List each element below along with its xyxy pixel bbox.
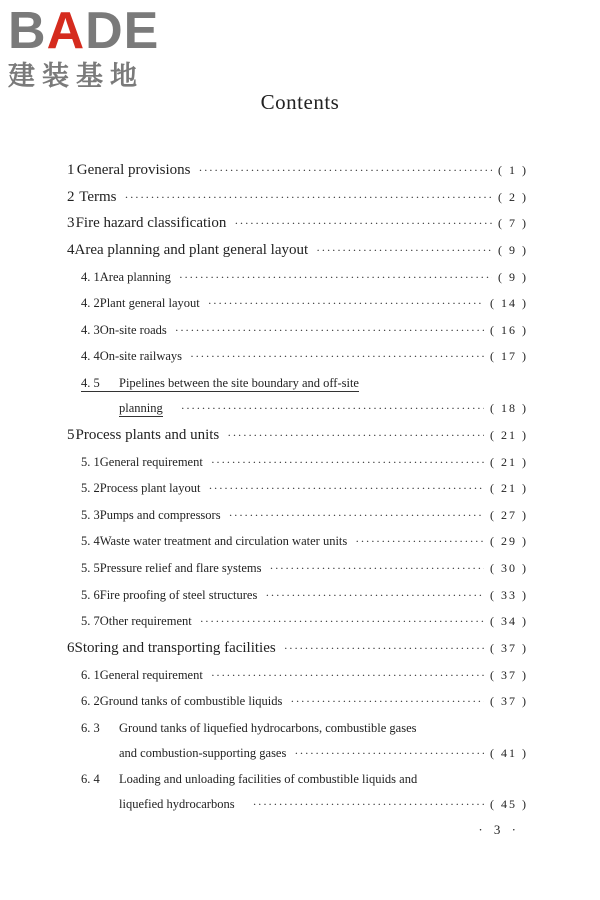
toc-chapter-5[interactable] <box>67 427 528 444</box>
toc-chapter-6[interactable] <box>67 640 528 657</box>
toc-section-5-3[interactable] <box>81 508 528 523</box>
section-number: 4. 2 <box>81 296 100 310</box>
chapter-title: Terms <box>79 189 117 205</box>
leader-dots <box>190 349 484 364</box>
leader-dots <box>294 746 484 761</box>
chapter-title: Fire hazard classification <box>75 215 227 231</box>
section-title: Ground tanks of liquefied hydrocarbons, combustible gases <box>119 721 417 735</box>
toc-chapter-3[interactable] <box>67 215 528 232</box>
section-title: General requirement <box>99 668 203 682</box>
section-number: 5. 6 <box>81 588 100 602</box>
section-number: 5. 3 <box>81 508 100 522</box>
toc-section-4-1[interactable] <box>81 270 528 285</box>
leader-dots <box>125 190 493 205</box>
section-number: 6. 2 <box>81 694 100 708</box>
leader-dots <box>229 508 484 523</box>
chapter-title: Storing and transporting facilities <box>74 640 276 656</box>
section-number: 6. 4 <box>81 772 100 786</box>
page-title: Contents <box>260 90 340 114</box>
section-title: Plant general layout <box>99 296 200 310</box>
toc-section-6-4-cont[interactable] <box>119 797 528 812</box>
page-reference: ( 14 ) <box>490 296 528 310</box>
toc-section-6-1[interactable] <box>81 668 528 683</box>
leader-dots <box>253 797 484 812</box>
leader-dots <box>200 614 484 629</box>
page-reference: ( 37 ) <box>490 668 528 682</box>
section-title: Process plant layout <box>99 481 201 495</box>
toc-chapter-1[interactable] <box>67 162 528 179</box>
leader-dots <box>227 428 484 443</box>
page-reference: ( 9 ) <box>498 270 528 284</box>
section-number: 5. 7 <box>81 614 100 628</box>
section-title-continued: liquefied hydrocarbons <box>119 797 235 811</box>
page-reference: ( 1 ) <box>498 163 528 177</box>
leader-dots <box>175 323 484 338</box>
chapter-number: 1 <box>67 162 75 178</box>
section-title: Loading and unloading facilities of combustible liquids and <box>119 772 418 786</box>
page-reference: ( 16 ) <box>490 323 528 337</box>
leader-dots <box>270 561 485 576</box>
page-reference: ( 17 ) <box>490 349 528 363</box>
toc-section-5-7[interactable] <box>81 614 528 629</box>
chapter-title: Process plants and units <box>75 427 220 443</box>
leader-dots <box>211 668 484 683</box>
toc-section-4-3[interactable] <box>81 323 528 338</box>
toc-section-6-2[interactable] <box>81 694 528 709</box>
toc-section-5-1[interactable] <box>81 455 528 470</box>
section-title: Pumps and compressors <box>99 508 221 522</box>
toc-section-4-2[interactable] <box>81 296 528 311</box>
section-number: 6. 3 <box>81 721 100 735</box>
page-reference: ( 29 ) <box>490 534 528 548</box>
section-title: Fire proofing of steel structures <box>99 588 258 602</box>
page-reference: ( 30 ) <box>490 561 528 575</box>
section-number: 5. 5 <box>81 561 100 575</box>
section-number: 4. 5 <box>81 376 100 390</box>
leader-dots <box>211 455 484 470</box>
page-reference: ( 9 ) <box>498 243 528 257</box>
chapter-number: 4 <box>67 242 75 258</box>
page-reference: ( 27 ) <box>490 508 528 522</box>
chapter-number: 5 <box>67 427 75 443</box>
leader-dots <box>355 534 484 549</box>
toc-section-4-5-cont[interactable] <box>119 401 528 417</box>
leader-dots <box>179 270 492 285</box>
page-reference: ( 45 ) <box>490 797 528 811</box>
section-title: On-site railways <box>99 349 183 363</box>
toc-section-5-4[interactable] <box>81 534 528 549</box>
chapter-title: General provisions <box>76 162 191 178</box>
leader-dots <box>284 641 484 656</box>
toc-chapter-4[interactable] <box>67 242 528 259</box>
page-reference: ( 7 ) <box>498 216 528 230</box>
chapter-number: 3 <box>67 215 75 231</box>
section-title: Ground tanks of combustible liquids <box>99 694 283 708</box>
leader-dots <box>316 243 492 258</box>
section-title: On-site roads <box>99 323 167 337</box>
page-reference: ( 2 ) <box>498 190 528 204</box>
section-number: 4. 4 <box>81 349 100 363</box>
page-reference: ( 18 ) <box>490 401 528 415</box>
toc-section-5-6[interactable] <box>81 588 528 603</box>
logo-chinese-text: 建装基地 <box>8 61 144 92</box>
section-title: Waste water treatment and circulation water units <box>99 534 348 548</box>
chapter-number: 2 <box>67 189 75 205</box>
section-underline <box>81 376 359 392</box>
section-title-continued: and combustion-supporting gases <box>119 746 287 760</box>
leader-dots <box>181 401 484 416</box>
section-number: 6. 1 <box>81 668 100 682</box>
toc-section-6-4[interactable] <box>81 772 417 787</box>
leader-dots <box>199 163 493 178</box>
page-reference: ( 21 ) <box>490 481 528 495</box>
leader-dots <box>208 296 484 311</box>
leader-dots <box>234 216 492 231</box>
section-title: Area planning <box>99 270 171 284</box>
page-reference: ( 37 ) <box>490 641 528 655</box>
section-number: 5. 2 <box>81 481 100 495</box>
page-reference: ( 37 ) <box>490 694 528 708</box>
section-number: 4. 3 <box>81 323 100 337</box>
logo-wordmark: BADE <box>8 2 160 60</box>
leader-dots <box>265 588 484 603</box>
toc-section-4-5[interactable] <box>81 376 359 392</box>
page-reference: ( 34 ) <box>490 614 528 628</box>
toc-section-5-2[interactable] <box>81 481 528 496</box>
section-title-continued: planning <box>119 401 163 415</box>
page-reference: ( 21 ) <box>490 455 528 469</box>
leader-dots <box>208 481 484 496</box>
page-reference: ( 21 ) <box>490 428 528 442</box>
toc-section-5-5[interactable] <box>81 561 528 576</box>
page-reference: ( 41 ) <box>490 746 528 760</box>
chapter-number: 6 <box>67 640 75 656</box>
section-number: 5. 4 <box>81 534 100 548</box>
page-number: · 3 · <box>478 822 520 837</box>
toc-section-6-3[interactable] <box>81 721 417 736</box>
section-number: 5. 1 <box>81 455 100 469</box>
leader-dots <box>290 694 484 709</box>
chapter-title: Area planning and plant general layout <box>74 242 309 258</box>
toc-section-4-4[interactable] <box>81 349 528 364</box>
section-title: Pipelines between the site boundary and off-site <box>119 376 359 390</box>
section-title: Pressure relief and flare systems <box>99 561 262 575</box>
page-reference: ( 33 ) <box>490 588 528 602</box>
section-number: 4. 1 <box>81 270 100 284</box>
section-title: Other requirement <box>99 614 192 628</box>
toc-chapter-2[interactable] <box>67 189 528 206</box>
section-title: General requirement <box>99 455 203 469</box>
toc-section-6-3-cont[interactable] <box>119 746 528 761</box>
